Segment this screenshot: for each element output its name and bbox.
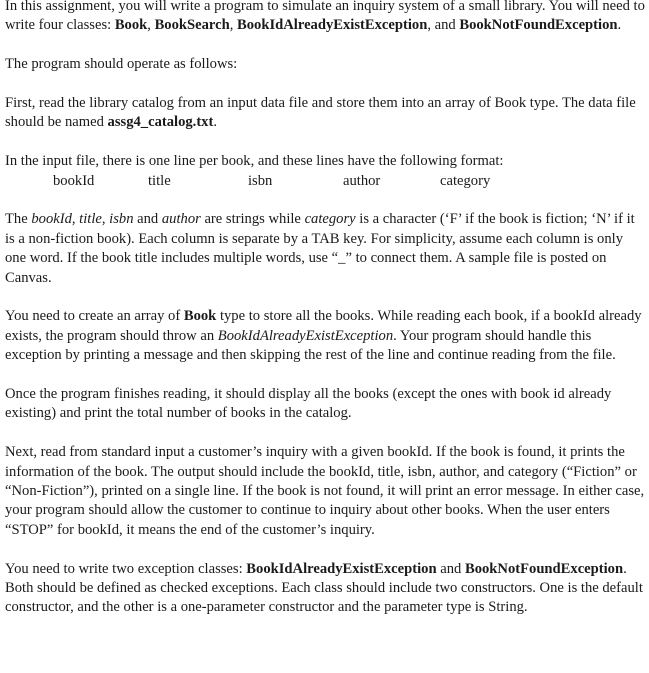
array-text: . Your program should handle this exception by printing a message and then skipping the rest of the line and continue reading from the file. [5,327,616,364]
strings-text: are strings while [200,211,305,228]
exceptions-paragraph [5,560,645,618]
assignment-document [5,0,645,637]
field-title: title [79,211,102,228]
format-paragraph: In the input file, there is one line per book, and these lines have the following format: [5,153,504,170]
type-book: Book [183,308,217,325]
format-column: title [148,172,171,189]
exceptions-text: You need to write two exception classes: [5,560,247,577]
class-name-bookid-exists: BookIdAlreadyExistException [237,17,428,34]
first-text: First, read the library catalog from an input data file and store them into an array of Book type. The data file should be named [5,95,636,131]
field-bookid: bookId [31,211,72,228]
strings-text: is a character (‘F’ if the book is fiction; ‘N’ if it is a non-fiction book). Each column is separate by a TAB key. For simplicity, assume each column is only one word. If the book title includes multiple words, use “_” to connect them. A sample file is posted on Canvas. [5,211,635,286]
field-author: author [161,211,201,228]
exceptions-text: . Both should be defined as checked exceptions. Each class should include two constructors. One is the default constructor, and the other is a one-parameter constructor and the parameter type is String. [5,560,643,616]
display-paragraph: Once the program finishes reading, it should display all the books (except the ones with book id already existing) and print the total number of books in the catalog. [5,386,612,422]
first-end: . [213,114,217,131]
strings-text: , [71,211,80,228]
inquiry-paragraph: Next, read from standard input a customer’s inquiry with a given bookId. If the book is found, it prints the information of the book. The output should include the bookId, title, isbn, author, and category (“Fiction” or “Non-Fiction”), printed on a single line. If the book is not found, it will print an error message. In either case, your program should allow the customer to continue to inquiry about other books. When the user enters “STOP” for bookId, it means the end of the customer’s inquiry. [5,444,645,538]
strings-paragraph [5,210,645,288]
array-paragraph [5,307,645,365]
exception-class-book-not-found: BookNotFoundException [464,560,624,577]
intro-paragraph [5,0,645,36]
strings-text: The [5,211,32,228]
class-name-book: Book [114,17,148,34]
format-column: category [440,172,491,189]
intro-separator: , [147,17,155,34]
first-paragraph [5,94,645,133]
array-text: You need to create an array of [5,308,184,325]
field-category: category [304,211,356,228]
array-text: type to store all the books. While reading each book, if a bookId already exists, the program should throw an [5,308,642,344]
intro-end: . [617,17,622,34]
operate-paragraph: The program should operate as follows: [5,56,238,73]
exception-class-bookid-exists: BookIdAlreadyExistException [246,560,437,577]
field-isbn: isbn [109,211,134,228]
intro-separator: , [229,17,238,34]
catalog-filename: assg4_catalog.txt [107,114,214,131]
format-column: author [343,172,381,189]
exceptions-text: and [436,560,465,577]
strings-text: , [101,211,110,228]
strings-text: and [133,211,162,228]
format-column: bookId [53,172,95,189]
intro-separator: , and [427,17,460,34]
format-column: isbn [248,172,273,189]
intro-text: In this assignment, you will write a program to simulate an inquiry system of a small library. You will need to write four classes: [5,0,645,34]
class-name-booksearch: BookSearch [154,17,230,34]
format-columns-row [5,172,645,191]
exception-bookid-exists: BookIdAlreadyExistException [217,327,394,344]
class-name-book-not-found: BookNotFoundException [459,17,618,34]
